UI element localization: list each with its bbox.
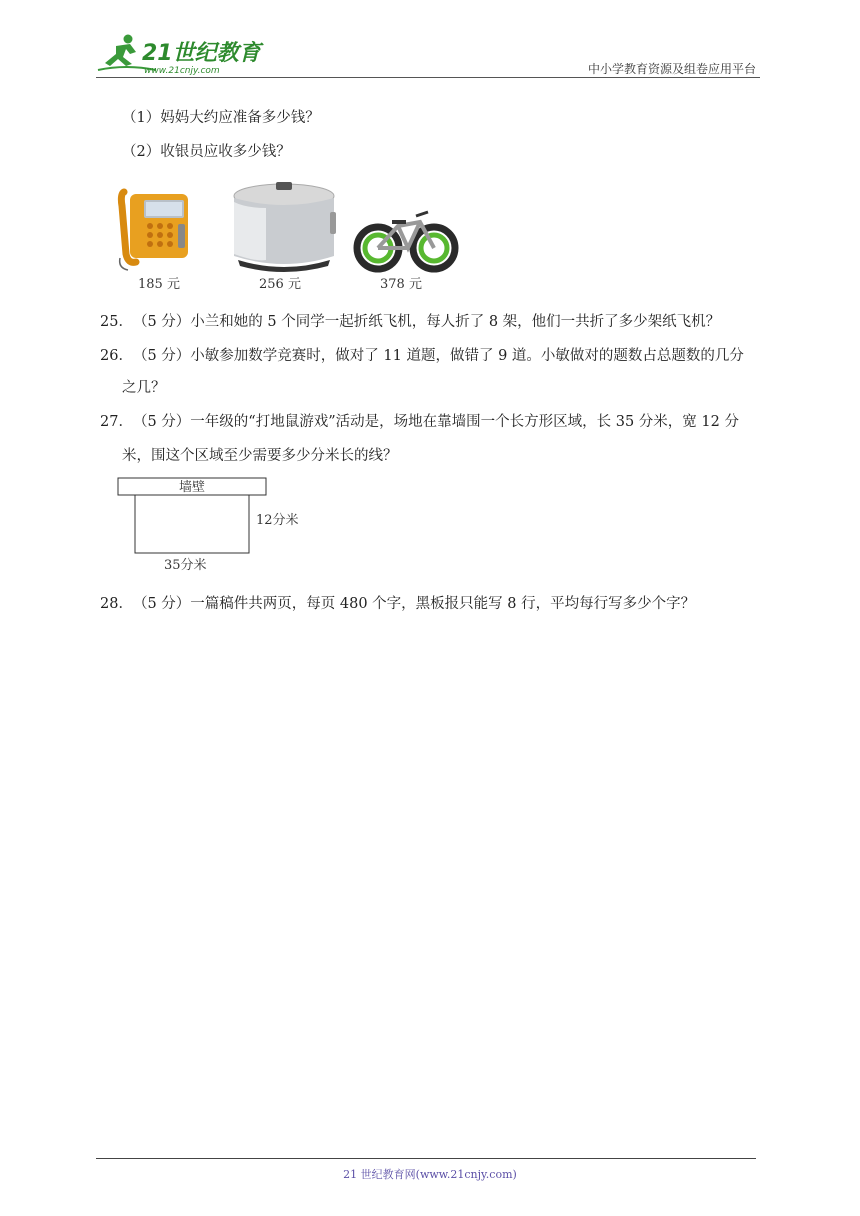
q26-line1: （5 分）小敏参加数学竞赛时，做对了 11 道题，做错了 9 道。小敏做对的题数占总题数的几分: [132, 348, 744, 364]
logo: [96, 30, 266, 78]
area-rect: [135, 495, 249, 553]
rice-cooker-icon: [234, 182, 336, 272]
telephone-icon: [120, 192, 188, 270]
width-label: 12分米: [256, 513, 299, 528]
logo-text: 21世纪教育: [142, 41, 261, 66]
q27-number: 27．: [100, 414, 133, 430]
question-25: [100, 310, 720, 331]
platform-title: 中小学教育资源及组卷应用平台: [587, 62, 756, 76]
footer-divider: [96, 1158, 756, 1159]
header-divider: [96, 77, 760, 78]
q27-line2: 米，围这个区域至少需要多少分米长的线？: [122, 448, 398, 464]
q28-number: 28．: [100, 596, 133, 612]
area-diagram: [116, 476, 306, 576]
q27-line1: （5 分）一年级的“打地鼠游戏”活动是，场地在靠墙围一个长方形区域，长 35 分米，宽 12 分: [132, 414, 739, 430]
page-header: [96, 30, 760, 78]
bicycle-price: 378 元: [380, 277, 422, 292]
q26-number: 26．: [100, 348, 133, 364]
cooker-price: 256 元: [259, 277, 301, 292]
wall-label: 墙壁: [178, 480, 206, 495]
q25-number: 25．: [100, 314, 133, 330]
logo-url: www.21cnjy.com: [144, 66, 220, 76]
footer-text: 21 世纪教育网(www.21cnjy.com): [343, 1168, 517, 1181]
length-label: 35分米: [164, 558, 207, 573]
q26-line2: 之几？: [122, 380, 166, 396]
question-27: [100, 410, 739, 431]
q24-sub1: （1）妈妈大约应准备多少钱？: [122, 110, 320, 126]
question-28: [100, 592, 695, 613]
question-26: [100, 344, 744, 365]
telephone-price: 185 元: [138, 277, 180, 292]
q24-sub2: （2）收银员应收多少钱？: [122, 144, 291, 160]
product-images: [116, 176, 464, 292]
bicycle-icon: [357, 212, 455, 269]
q28-text: （5 分）一篇稿件共两页，每页 480 个字，黑板报只能写 8 行，平均每行写多少个字？: [132, 596, 696, 612]
q25-text: （5 分）小兰和她的 5 个同学一起折纸飞机，每人折了 8 架，他们一共折了多少架纸飞机？: [132, 314, 721, 330]
